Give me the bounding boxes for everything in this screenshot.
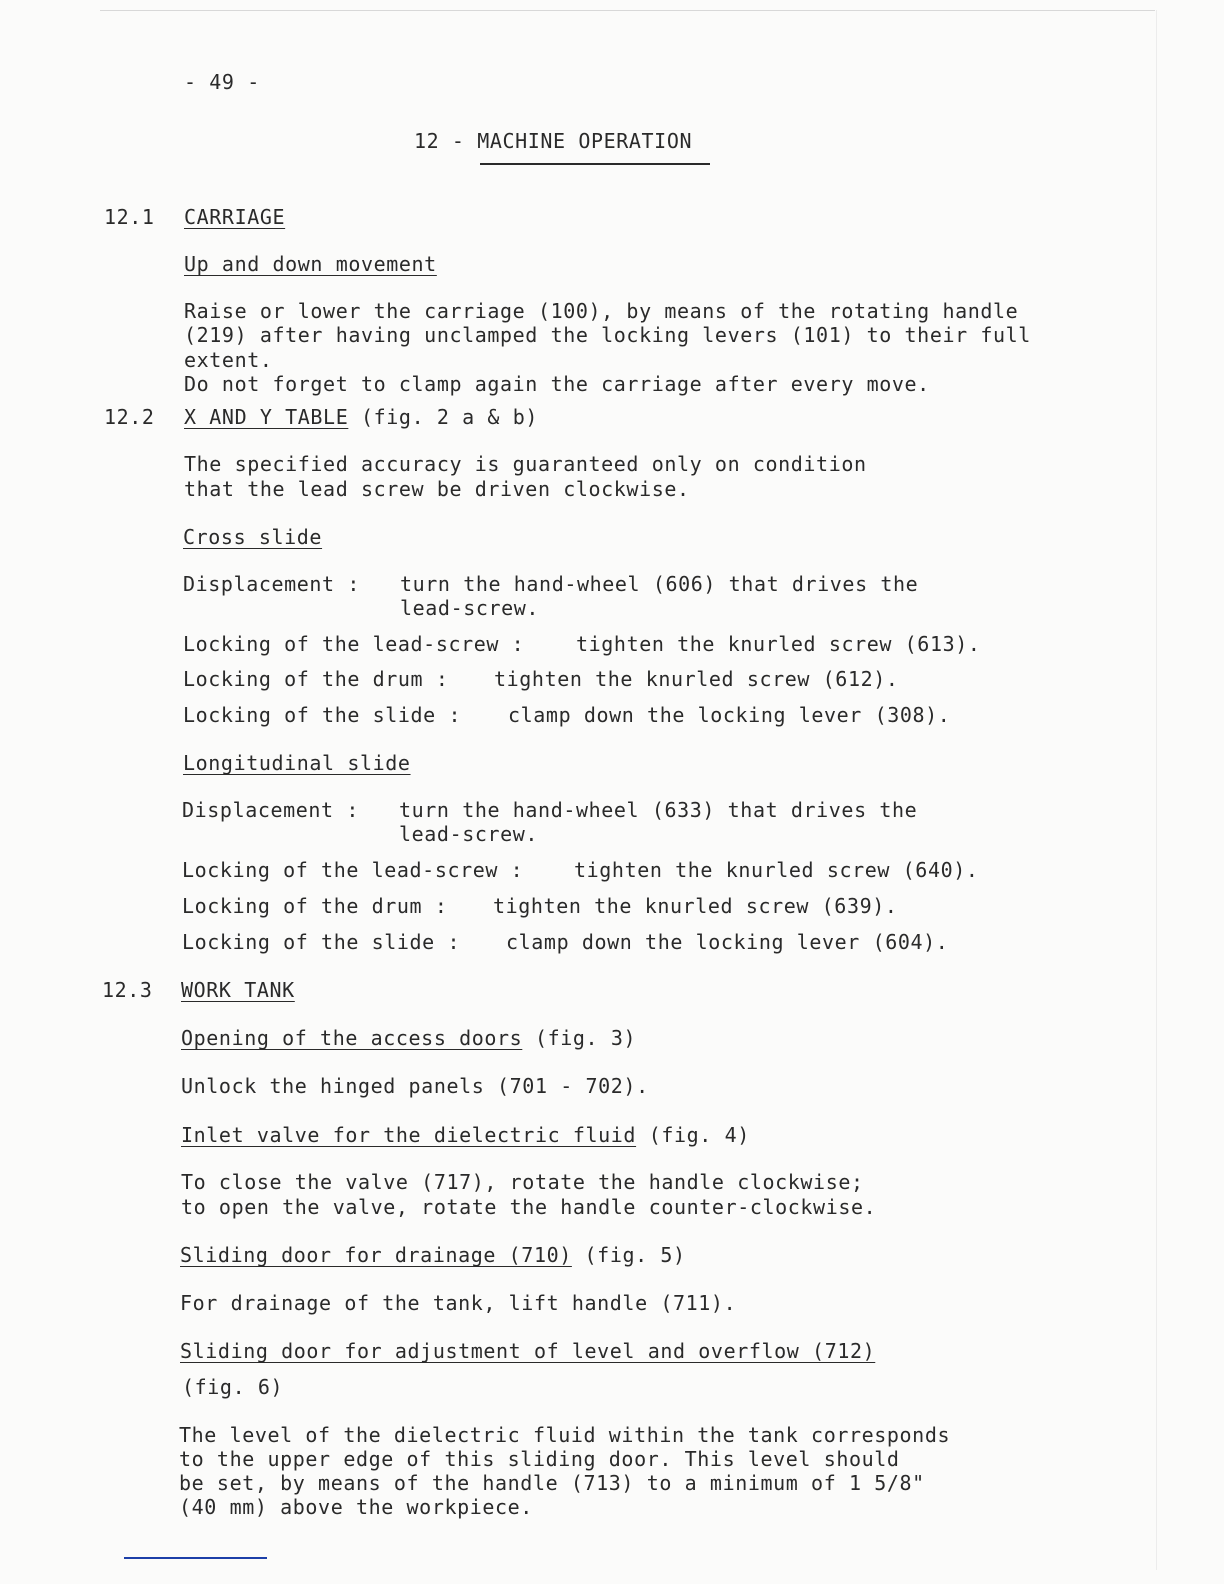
subheading-access-doors: Opening of the access doors — [181, 1026, 523, 1050]
subheading-cross-slide: Cross slide — [183, 525, 323, 549]
section-heading-xy-table-line — [184, 405, 538, 429]
subheading-access-doors-line — [181, 1026, 636, 1050]
cross-lock-screw-text: tighten the knurled screw (613). — [576, 632, 981, 656]
drainage-door-figure-ref: (fig. 5) — [584, 1243, 686, 1267]
subheading-longitudinal-slide: Longitudinal slide — [183, 751, 411, 775]
carriage-paragraph-line: (219) after having unclamped the locking levers (101) to their full — [184, 323, 1031, 347]
access-doors-text: Unlock the hinged panels (701 - 702). — [181, 1074, 649, 1098]
access-doors-figure-ref: (fig. 3) — [534, 1026, 637, 1050]
cross-lock-slide-label: Locking of the slide : — [183, 703, 462, 727]
carriage-paragraph-line: Do not forget to clamp again the carriage after every move. — [184, 372, 930, 396]
drainage-text: For drainage of the tank, lift handle (711). — [180, 1291, 737, 1315]
level-overflow-figure-ref: (fig. 6) — [182, 1375, 284, 1399]
chapter-title-underline — [480, 163, 710, 165]
long-lock-drum-label: Locking of the drum : — [182, 894, 448, 918]
accuracy-paragraph-line: that the lead screw be driven clockwise. — [184, 477, 690, 501]
inlet-valve-text: To close the valve (717), rotate the handle clockwise; — [181, 1170, 864, 1194]
long-lock-slide-label: Locking of the slide : — [182, 930, 461, 954]
cross-lock-screw-label: Locking of the lead-screw : — [183, 632, 525, 656]
cross-lock-drum-label: Locking of the drum : — [183, 667, 449, 691]
level-paragraph-line: (40 mm) above the workpiece. — [179, 1495, 533, 1519]
subheading-inlet-valve: Inlet valve for the dielectric fluid — [181, 1123, 637, 1147]
scan-right-edge — [1156, 10, 1157, 1570]
xy-table-figure-ref: (fig. 2 a & b) — [361, 405, 538, 429]
chapter-title: 12 - MACHINE OPERATION — [414, 129, 693, 153]
long-lock-drum-text: tighten the knurled screw (639). — [493, 894, 898, 918]
inlet-valve-figure-ref: (fig. 4) — [648, 1123, 750, 1147]
footer-rule — [124, 1557, 267, 1559]
cross-displacement-text: turn the hand-wheel (606) that drives the — [400, 572, 919, 596]
scan-top-edge — [100, 10, 1155, 11]
long-displacement-text: lead-screw. — [399, 822, 539, 846]
carriage-paragraph-line: extent. — [184, 348, 273, 372]
subheading-drainage-door: Sliding door for drainage (710) — [180, 1243, 572, 1267]
subheading-inlet-valve-line — [181, 1123, 750, 1147]
subheading-up-down-movement: Up and down movement — [184, 252, 437, 276]
level-paragraph-line: The level of the dielectric fluid within the tank corresponds — [179, 1423, 951, 1447]
cross-lock-slide-text: clamp down the locking lever (308). — [508, 703, 951, 727]
accuracy-paragraph-line: The specified accuracy is guaranteed only on condition — [184, 452, 867, 476]
subheading-drainage-door-line — [180, 1243, 686, 1267]
long-displacement-text: turn the hand-wheel (633) that drives the — [399, 798, 918, 822]
page-number: - 49 - — [184, 70, 260, 94]
section-heading-work-tank: WORK TANK — [181, 978, 295, 1002]
subheading-level-overflow-door: Sliding door for adjustment of level and overflow (712) — [180, 1339, 876, 1363]
long-lock-screw-text: tighten the knurled screw (640). — [574, 858, 979, 882]
section-number-12-3: 12.3 — [102, 978, 153, 1002]
carriage-paragraph-line: Raise or lower the carriage (100), by means of the rotating handle — [184, 299, 1019, 323]
cross-displacement-label: Displacement : — [183, 572, 360, 596]
section-number-12-1: 12.1 — [104, 205, 155, 229]
level-paragraph-line: to the upper edge of this sliding door. This level should — [179, 1447, 900, 1471]
long-lock-screw-label: Locking of the lead-screw : — [182, 858, 524, 882]
long-displacement-label: Displacement : — [182, 798, 359, 822]
section-number-12-2: 12.2 — [104, 405, 155, 429]
inlet-valve-text: to open the valve, rotate the handle counter-clockwise. — [181, 1195, 877, 1219]
section-heading-carriage: CARRIAGE — [184, 205, 286, 229]
long-lock-slide-text: clamp down the locking lever (604). — [506, 930, 949, 954]
cross-displacement-text: lead-screw. — [400, 596, 540, 620]
cross-lock-drum-text: tighten the knurled screw (612). — [494, 667, 899, 691]
section-heading-xy-table: X AND Y TABLE — [184, 405, 349, 429]
level-paragraph-line: be set, by means of the handle (713) to a minimum of 1 5/8" — [179, 1471, 925, 1495]
